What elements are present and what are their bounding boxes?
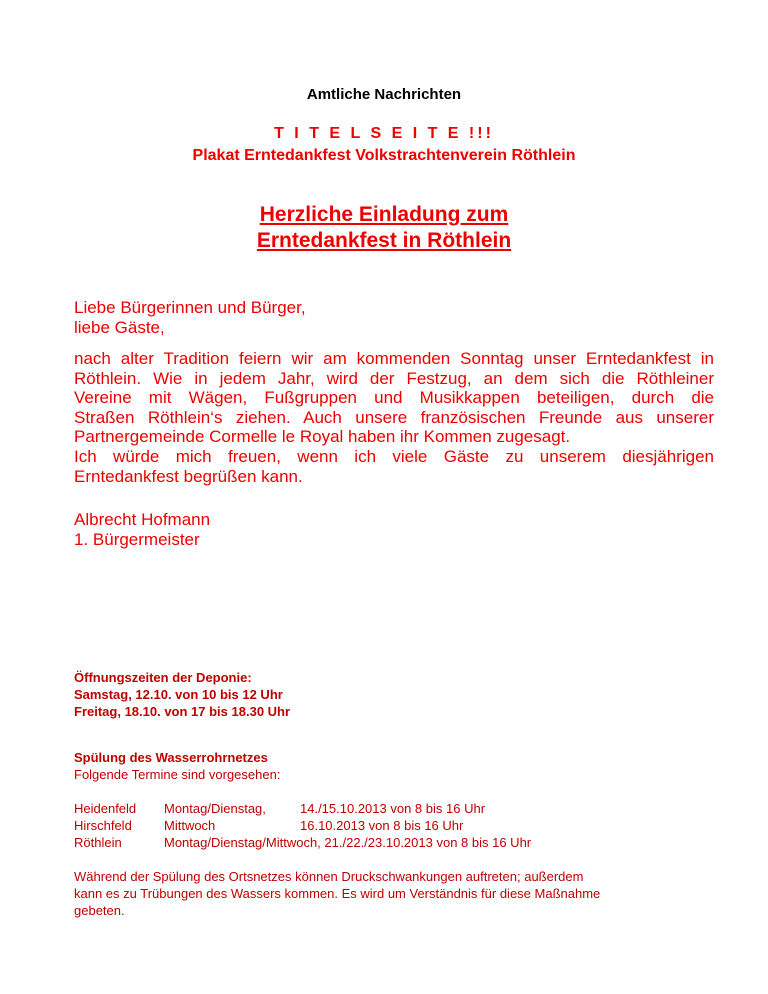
notice-line: kann es zu Trübungen des Wassers kommen. Es wird um Verständnis für diese Maßnahme bbox=[74, 886, 601, 901]
body-line: Vereine mit Wägen, Fußgruppen und Musikkappen beteiligen, durch die bbox=[74, 388, 714, 408]
flushing-notice bbox=[74, 868, 714, 919]
schedule-time-cell bbox=[164, 817, 531, 834]
header-title: Amtliche Nachrichten bbox=[306, 86, 462, 103]
schedule-days: Montag/Dienstag, bbox=[164, 801, 266, 816]
schedule-days: Mittwoch bbox=[164, 818, 216, 833]
schedule-days: Montag/Dienstag/Mittwoch, bbox=[164, 835, 321, 850]
body-line: Erntedankfest begrüßen kann. bbox=[74, 466, 303, 486]
schedule-location: Heidenfeld bbox=[74, 801, 137, 816]
schedule-location: Hirschfeld bbox=[74, 818, 132, 833]
letter-signature bbox=[74, 510, 714, 549]
deponie-time: Freitag, 18.10. von 17 bis 18.30 Uhr bbox=[74, 704, 291, 719]
body-line: Partnergemeinde Cormelle le Royal haben ihr Kommen zugesagt. bbox=[74, 427, 571, 447]
letter-salutation bbox=[74, 298, 714, 337]
deponie-heading: Öffnungszeiten der Deponie: bbox=[74, 670, 252, 685]
body-line: Ich würde mich freuen, wenn ich viele Gäste zu unserem diesjährigen bbox=[74, 446, 714, 466]
table-row bbox=[74, 800, 531, 817]
schedule-time: 14./15.10.2013 von 8 bis 16 Uhr bbox=[300, 801, 486, 816]
deponie-section bbox=[74, 669, 714, 720]
body-line: Röthlein. Wie in jedem Jahr, wird der Festzug, an dem sich die Röthleiner bbox=[74, 368, 714, 388]
notice-line: Während der Spülung des Ortsnetzes können Druckschwankungen auftreten; außerdem bbox=[74, 869, 584, 884]
signature-role: 1. Bürgermeister bbox=[74, 529, 200, 549]
signature-name: Albrecht Hofmann bbox=[74, 510, 211, 529]
schedule-time-cell bbox=[164, 800, 531, 817]
deponie-time: Samstag, 12.10. von 10 bis 12 Uhr bbox=[74, 687, 283, 702]
schedule-time: 16.10.2013 von 8 bis 16 Uhr bbox=[300, 818, 464, 833]
front-page-label: T I T E L S E I T E !!! bbox=[274, 125, 494, 142]
poster-title: Plakat Erntedankfest Volkstrachtenverein Röthlein bbox=[192, 147, 576, 164]
salutation-line: Liebe Bürgerinnen und Bürger, bbox=[74, 298, 306, 317]
invitation-heading-line-2: Erntedankfest in Röthlein bbox=[256, 229, 512, 252]
body-line: Straßen Röthlein‘s ziehen. Auch unsere französischen Freunde aus unserer bbox=[74, 407, 714, 427]
table-row bbox=[74, 817, 531, 834]
schedule-time-cell bbox=[164, 834, 531, 851]
letter-body bbox=[74, 349, 714, 486]
schedule-location: Röthlein bbox=[74, 835, 122, 850]
table-row bbox=[74, 834, 531, 851]
spuelung-heading: Spülung des Wasserrohrnetzes bbox=[74, 750, 268, 765]
notice-line: gebeten. bbox=[74, 903, 125, 918]
salutation-line: liebe Gäste, bbox=[74, 317, 165, 337]
schedule-time: 21./22./23.10.2013 von 8 bis 16 Uhr bbox=[324, 835, 532, 850]
spuelung-section bbox=[74, 749, 714, 783]
flushing-schedule-table bbox=[74, 800, 531, 851]
spuelung-intro: Folgende Termine sind vorgesehen: bbox=[74, 767, 281, 782]
invitation-heading-line-1: Herzliche Einladung zum bbox=[259, 203, 509, 226]
body-line: nach alter Tradition feiern wir am kommenden Sonntag unser Erntedankfest in bbox=[74, 349, 714, 368]
